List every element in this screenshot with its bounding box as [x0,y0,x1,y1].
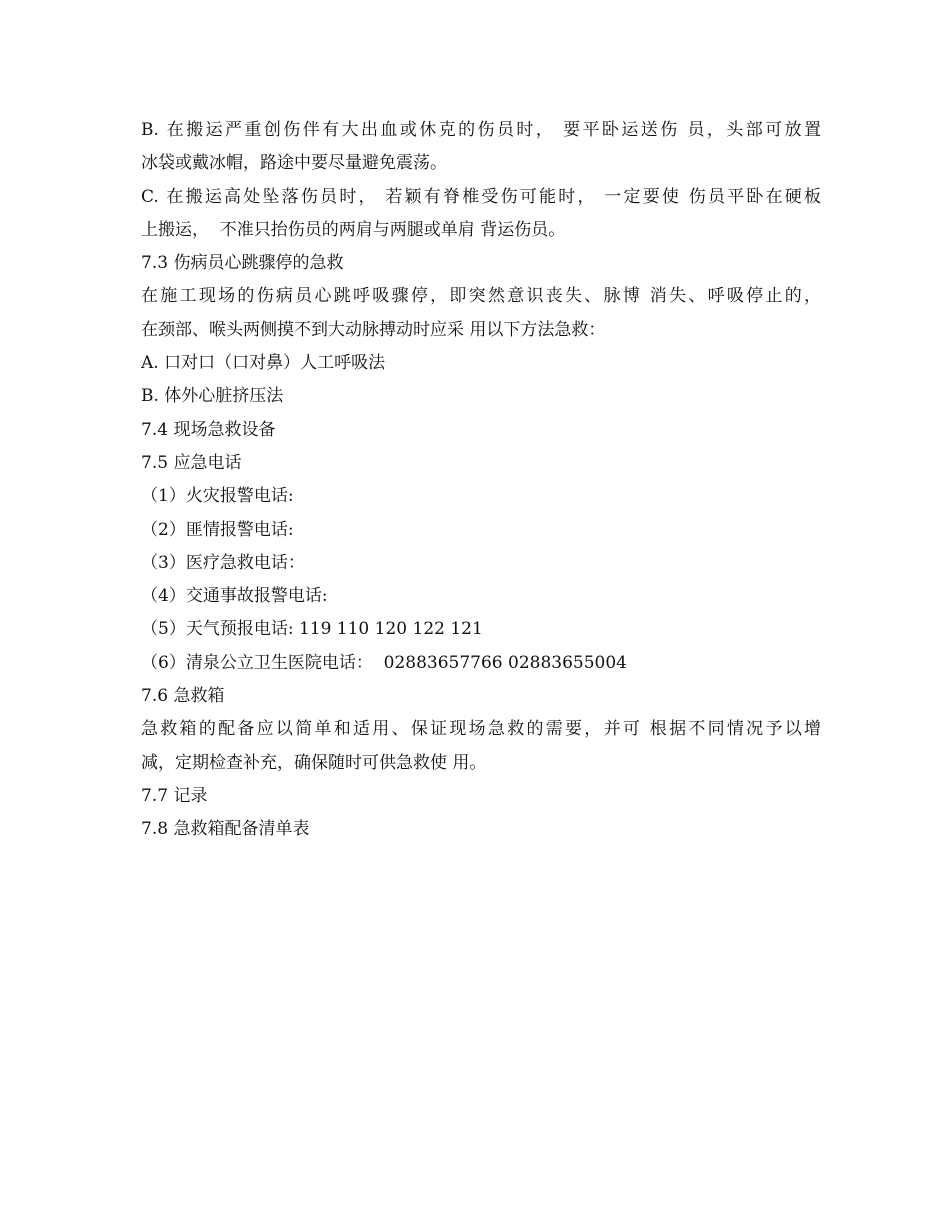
phone-list-item: （6）清泉公立卫生医院电话： 02883657766 02883655004 [141,652,627,673]
section-heading: 7.5 应急电话 [141,452,242,473]
paragraph-line: 上搬运， 不准只抬伤员的两肩与两腿或单肩 背运伤员。 [141,219,566,240]
paragraph-line: 急救箱的配备应以简单和适用、保证现场急救的需要，并可 根据不同情况予以增 [141,719,821,740]
list-item: B. 体外心脏挤压法 [141,386,284,407]
paragraph-line: 冰袋或戴冰帽，路途中要尽量避免震荡。 [141,153,447,174]
phone-list-item: （2）匪情报警电话: [141,519,294,540]
phone-list-item: （5）天气预报电话: 119 110 120 122 121 [141,619,483,640]
paragraph-line: 在施工现场的伤病员心跳呼吸骤停，即突然意识丧失、脉博 消失、呼吸停止的， [141,286,821,307]
phone-list-item: （3）医疗急救电话： [141,552,305,573]
section-heading: 7.8 急救箱配备清单表 [141,819,310,840]
section-heading: 7.4 现场急救设备 [141,419,276,440]
paragraph-line: 减，定期检查补充，确保随时可供急救使 用。 [141,752,487,773]
document-page [141,114,821,847]
section-heading: 7.6 急救箱 [141,686,225,707]
phone-list-item: （1）火灾报警电话: [141,486,294,507]
section-heading: 7.7 记录 [141,785,208,806]
paragraph-line: C. 在搬运高处坠落伤员时， 若颖有脊椎受伤可能时， 一定要使 伤员平卧在硬板 [141,186,821,207]
paragraph-line: B. 在搬运严重创伤伴有大出血或休克的伤员时， 要平卧运送伤 员，头部可放置 [141,120,821,140]
paragraph-line: 在颈部、喉头两侧摸不到大动脉搏动时应采 用以下方法急救： [141,319,606,340]
section-heading: 7.3 伤病员心跳骤停的急救 [141,253,344,274]
list-item: A. 口对口（口对鼻）人工呼吸法 [141,353,386,374]
phone-list-item: （4）交通事故报警电话: [141,586,328,607]
